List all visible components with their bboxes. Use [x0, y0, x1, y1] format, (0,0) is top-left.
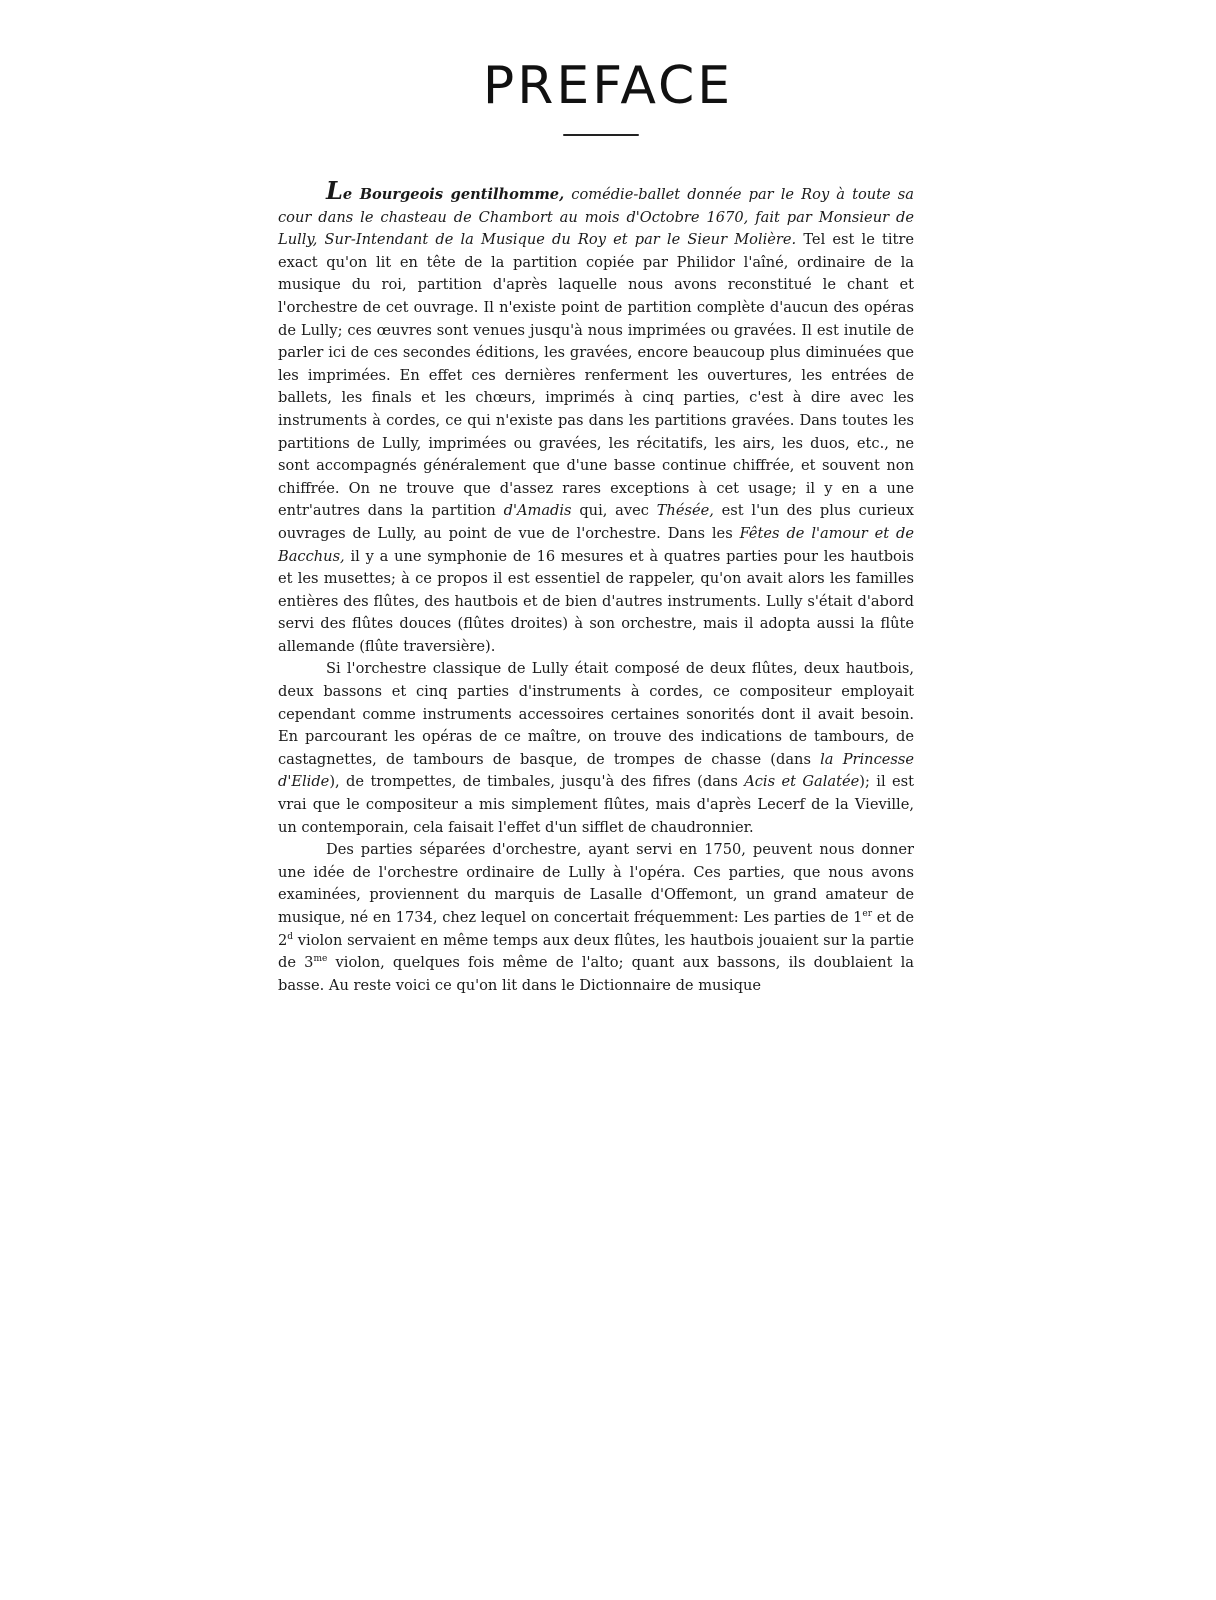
- title-fetes: Fêtes de l'amour et de Bacchus,: [278, 524, 914, 565]
- title-thesee: Thésée,: [656, 502, 714, 520]
- paragraph-1-text-b: qui, avec: [579, 502, 649, 520]
- lead-title-rest: e Bourgeois gentilhomme,: [342, 186, 565, 203]
- paragraph-2-text-b: ), de trompettes, de timbales, jusqu'à des fifres (dans: [329, 773, 738, 791]
- title-amadis: d'Amadis: [503, 502, 572, 520]
- lead-initial: L: [326, 176, 343, 205]
- paragraph-2: [278, 658, 914, 839]
- page-title: PREFACE: [482, 56, 734, 116]
- paragraph-2-text-a: Si l'orchestre classique de Lully était composé de deux flûtes, deux hautbois, deux bassons et cinq parties d'instruments à cordes, ce compositeur employait cependant comme instruments accessoires certaines sonorités dont il avait besoin. En parcourant les opéras de ce maître, on trouve des indications de tambours, de castagnettes, de tambours de basque, de trompes de chasse (dans: [278, 660, 914, 768]
- superscript-first: er: [862, 909, 873, 920]
- paragraph-3: [278, 839, 914, 997]
- paragraph-3-text-d: violon, quelques fois même de l'alto; quant aux bassons, ils doublaient la basse. Au reste voici ce qu'on lit dans le Dictionnaire de musique: [278, 954, 915, 994]
- paragraph-3-text-a: Des parties séparées d'orchestre, ayant servi en 1750, peuvent nous donner une idée de l'orchestre ordinaire de Lully à l'opéra. Ces parties, que nous avons examinées, proviennent du marquis de Lasalle d'Offemont, un grand amateur de musique, né en 1734, chez lequel on concertait fréquemment: Les parties de 1: [278, 841, 914, 926]
- title-divider: [563, 134, 639, 136]
- title-princesse: la Princesse d'Elide: [278, 750, 914, 791]
- paragraph-1: [278, 176, 915, 658]
- paragraph-3-text-b: et de 2: [278, 909, 915, 949]
- lead-description: comédie-ballet donnée par le Roy à toute sa cour dans le chasteau de Chambort au mois d'Octobre 1670, fait par Monsieur de Lully, Sur-Intendant de la Musique du Roy et par le Sieur Molière.: [278, 186, 914, 249]
- superscript-third: me: [313, 954, 328, 965]
- paragraph-1-text-a: Tel est le titre exact qu'on lit en tête de la partition copiée par Philidor l'aîné, ordinaire de la musique du roi, partition d'après laquelle nous avons reconstitué le chant et l'orchestre de cet ouvrage. Il n'existe point de partition complète d'aucun des opéras de Lully; ces œuvres sont venues jusqu'à nous imprimées ou gravées. Il est inutile de parler ici de ces secondes éditions, les gravées, encore beaucoup plus diminuées que les imprimées. En effet ces dernières renferment les ouvertures, les entrées de ballets, les finals et les chœurs, imprimés à cinq parties, c'est à dire avec les instruments à cordes, ce qui n'existe pas dans les partitions gravées. Dans toutes les partitions de Lully, imprimées ou gravées, les récitatifs, les airs, les duos, etc., ne sont accompagnés généralement que d'une basse continue chiffrée, et souvent non chiffrée. On ne trouve que d'assez rares exceptions à cet usage; il y en a une entr'autres dans la partition: [278, 231, 914, 520]
- paragraph-2-text-c: ); il est vrai que le compositeur a mis simplement flûtes, mais d'après Lecerf de la Vieville, un contemporain, cela faisait l'effet d'un sifflet de chaudronnier.: [278, 773, 915, 836]
- paragraph-1-text-d: il y a une symphonie de 16 mesures et à quatres parties pour les hautbois et les musettes; à ce propos il est essentiel de rappeler, qu'on avait alors les familles entières des flûtes, des hautbois et de bien d'autres instruments. Lully s'était d'abord servi des flûtes douces (flûtes droites) à son orchestre, mais il adopta aussi la flûte allemande (flûte traversière).: [278, 547, 915, 655]
- paragraph-3-text-c: violon servaient en même temps aux deux flûtes, les hautbois jouaient sur la partie de 3: [278, 931, 915, 972]
- preface-body: [278, 176, 915, 997]
- paragraph-1-text-c: est l'un des plus curieux ouvrages de Lully, au point de vue de l'orchestre. Dans les: [278, 502, 915, 542]
- title-acis: Acis et Galatée: [744, 773, 860, 791]
- superscript-second: d: [287, 931, 294, 942]
